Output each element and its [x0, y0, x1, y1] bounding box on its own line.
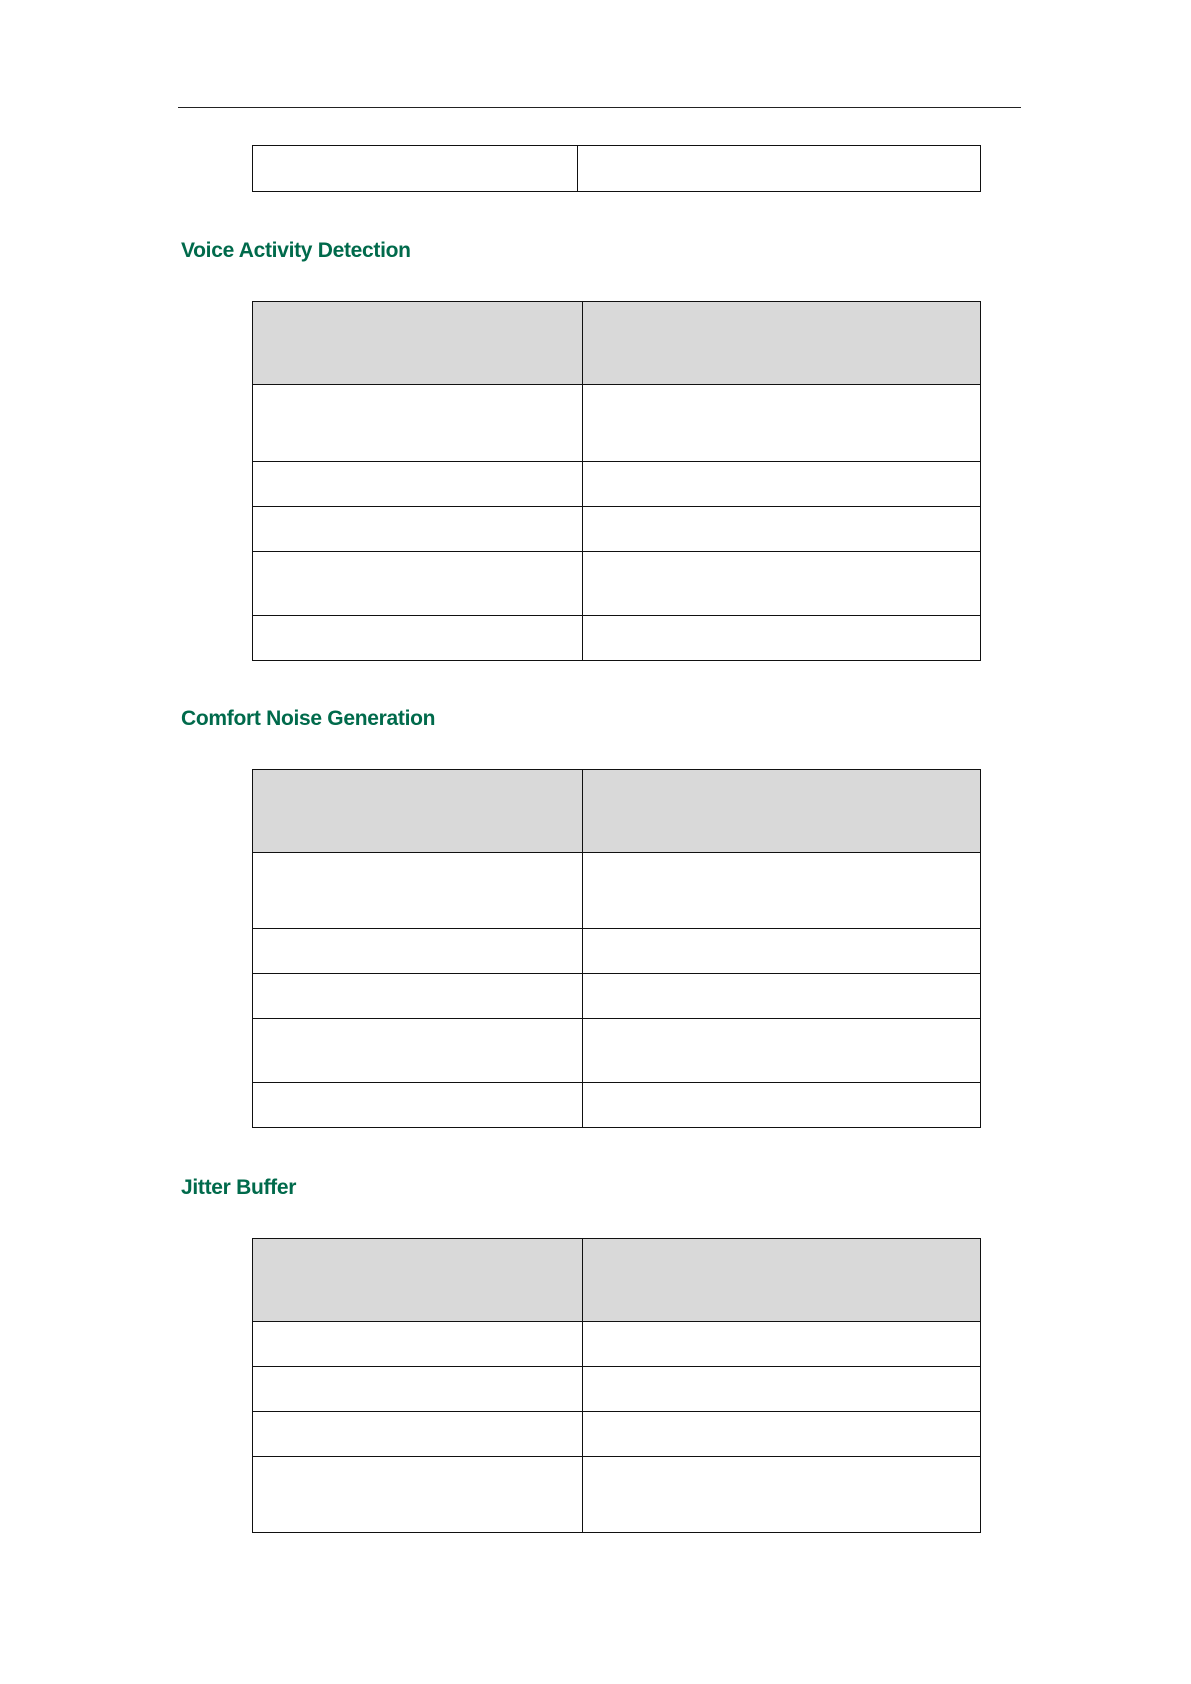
table-header-cell	[253, 302, 583, 385]
table-cell	[253, 1322, 583, 1367]
table-cell	[583, 1322, 981, 1367]
table-cell	[583, 552, 981, 616]
table-header-cell	[253, 1239, 583, 1322]
table-cell	[583, 616, 981, 661]
table-row	[253, 929, 981, 974]
voice-activity-detection-table	[252, 301, 981, 661]
table-row	[253, 385, 981, 462]
table-cell	[583, 1457, 981, 1533]
table-row	[253, 1083, 981, 1128]
table-cell	[253, 552, 583, 616]
table-cell	[583, 1412, 981, 1457]
table-cell	[253, 1457, 583, 1533]
section-title-jitter-buffer: Jitter Buffer	[181, 1176, 297, 1199]
table-row	[253, 974, 981, 1019]
table-cell	[583, 507, 981, 552]
table-header-row	[253, 770, 981, 853]
table-row	[253, 507, 981, 552]
continued-table	[252, 145, 981, 192]
table-cell	[253, 616, 583, 661]
table-cell	[253, 507, 583, 552]
section-title-comfort-noise-generation: Comfort Noise Generation	[181, 707, 436, 730]
table-row	[253, 1019, 981, 1083]
table-cell	[583, 974, 981, 1019]
table-row	[253, 616, 981, 661]
table-cell	[253, 929, 583, 974]
table-row	[253, 853, 981, 929]
table-row	[253, 146, 981, 192]
table-cell	[253, 1367, 583, 1412]
table-cell	[253, 853, 583, 929]
table-cell	[253, 974, 583, 1019]
comfort-noise-generation-table	[252, 769, 981, 1128]
table-row	[253, 1457, 981, 1533]
table-cell	[253, 385, 583, 462]
header-rule	[178, 107, 1021, 108]
table-row	[253, 462, 981, 507]
table-row	[253, 1322, 981, 1367]
table-cell	[253, 1019, 583, 1083]
jitter-buffer-table	[252, 1238, 981, 1533]
table-header-cell	[583, 770, 981, 853]
table-cell	[253, 1083, 583, 1128]
table-row	[253, 1367, 981, 1412]
table-header-cell	[583, 302, 981, 385]
table-header-cell	[253, 770, 583, 853]
table-header-cell	[583, 1239, 981, 1322]
table-cell	[253, 1412, 583, 1457]
table-header-row	[253, 1239, 981, 1322]
section-title-voice-activity-detection: Voice Activity Detection	[181, 239, 411, 262]
table-cell	[583, 853, 981, 929]
table-cell	[583, 929, 981, 974]
table-cell	[583, 385, 981, 462]
table-row	[253, 552, 981, 616]
table-cell	[253, 462, 583, 507]
table-row	[253, 1412, 981, 1457]
table-cell	[583, 462, 981, 507]
table-cell	[583, 1083, 981, 1128]
table-cell	[253, 146, 578, 192]
table-cell	[583, 1019, 981, 1083]
table-cell	[578, 146, 981, 192]
table-cell	[583, 1367, 981, 1412]
table-header-row	[253, 302, 981, 385]
